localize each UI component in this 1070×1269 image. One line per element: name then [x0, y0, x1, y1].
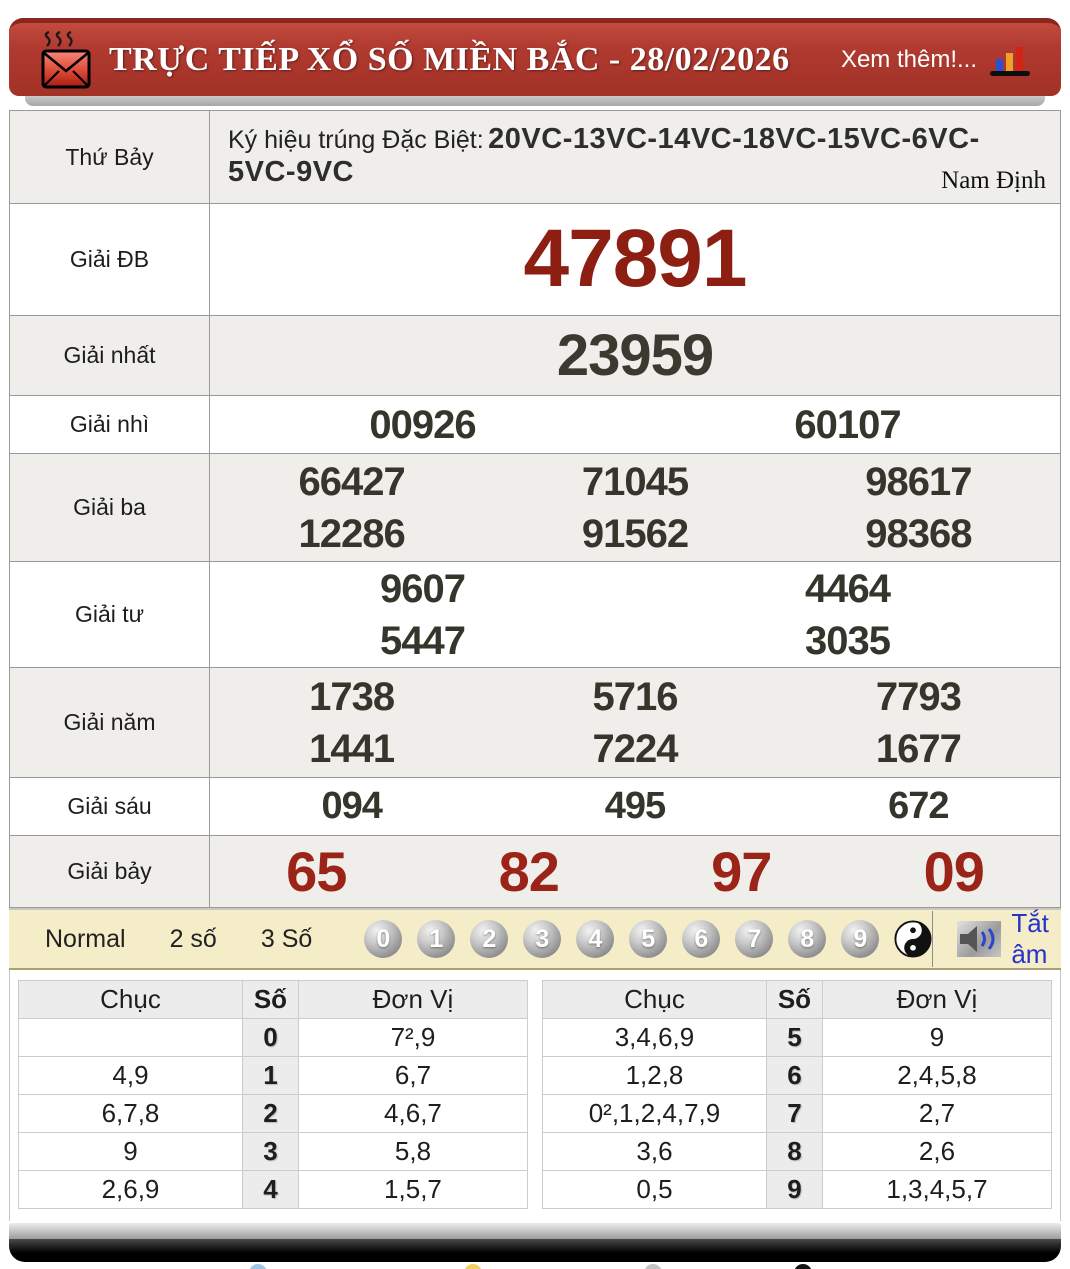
table-row: [10, 204, 1061, 316]
digit-cell: 3: [242, 1133, 298, 1171]
prize-number: 5716: [592, 674, 678, 719]
prize-number: 5447: [380, 618, 465, 663]
digit-summary-panel: [9, 970, 1061, 1221]
digit-cell: 4: [242, 1171, 298, 1209]
footer-black-bar: [9, 1239, 1061, 1262]
prize-number: 00926: [369, 402, 476, 447]
symbol-label: Ký hiệu trúng Đặc Biệt:: [228, 126, 484, 154]
blue-dot-icon: [249, 1264, 267, 1269]
ball-0-button[interactable]: 0: [364, 920, 402, 958]
table-row: [19, 1095, 528, 1133]
prize-number: 66427: [298, 459, 405, 504]
table-row: [10, 454, 1061, 562]
header: [9, 18, 1061, 96]
units-cell: 7²,9: [298, 1019, 527, 1057]
table-row: [543, 1057, 1052, 1095]
prize-number: 7793: [875, 674, 961, 719]
units-cell: 2,6: [822, 1133, 1051, 1171]
table-row: [10, 778, 1061, 836]
table-row: [543, 1133, 1052, 1171]
prize-number: 4464: [805, 566, 890, 611]
units-cell: 4,6,7: [298, 1095, 527, 1133]
prize-number: 1738: [309, 674, 395, 719]
tens-cell: 3,4,6,9: [543, 1019, 767, 1057]
prize-number: 094: [321, 785, 382, 827]
table-row: [543, 1019, 1052, 1057]
table-row: [19, 1133, 528, 1171]
units-cell: 1,3,4,5,7: [822, 1171, 1051, 1209]
page-title: TRỰC TIẾP XỔ SỐ MIỀN BẮC - 28/02/2026: [109, 40, 790, 78]
steam-icon: [43, 31, 77, 47]
symbol-value: 20VC-13VC-14VC-18VC-15VC-6VC-5VC-9VC: [228, 123, 980, 188]
ball-4-button[interactable]: 4: [576, 920, 614, 958]
digit-table-left: [18, 980, 528, 1209]
tens-cell: 3,6: [543, 1133, 767, 1171]
column-header-so: Số: [766, 981, 822, 1019]
tens-cell: 0²,1,2,4,7,9: [543, 1095, 767, 1133]
prize-label: Giải năm: [10, 668, 210, 778]
units-cell: 2,7: [822, 1095, 1051, 1133]
prize-number: 98368: [865, 511, 972, 556]
prize-number: 60107: [794, 402, 901, 447]
table-row: [543, 1095, 1052, 1133]
units-cell: 9: [822, 1019, 1051, 1057]
prize-number: 91562: [581, 511, 689, 556]
tens-cell: 6,7,8: [19, 1095, 243, 1133]
units-cell: 2,4,5,8: [822, 1057, 1051, 1095]
prize-label: Giải tư: [10, 562, 210, 668]
yin-yang-icon[interactable]: [894, 920, 932, 958]
prize-number: 82: [498, 840, 559, 903]
units-cell: 5,8: [298, 1133, 527, 1171]
mode-2so-button[interactable]: 2 số: [169, 924, 217, 953]
results-table: [9, 110, 1061, 908]
ball-5-button[interactable]: 5: [629, 920, 667, 958]
digit-cell: 9: [766, 1171, 822, 1209]
digit-cell: 2: [242, 1095, 298, 1133]
divider: [932, 911, 933, 967]
prize-number: 7224: [592, 726, 678, 771]
mode-3so-button[interactable]: 3 Số: [260, 924, 313, 953]
tens-cell: 9: [19, 1133, 243, 1171]
tens-cell: 1,2,8: [543, 1057, 767, 1095]
table-row: [19, 1171, 528, 1209]
toolbar: [9, 908, 1061, 970]
table-row: [19, 1019, 528, 1057]
units-cell: 1,5,7: [298, 1171, 527, 1209]
ball-buttons: [364, 920, 932, 958]
digit-cell: 8: [766, 1133, 822, 1171]
black-dot-icon: [794, 1264, 812, 1269]
table-header-row: [543, 981, 1052, 1019]
yellow-dot-icon: [464, 1264, 482, 1269]
lottery-page: [9, 18, 1061, 1269]
prize-label: Giải ĐB: [10, 204, 210, 316]
symbol-cell: [210, 111, 1061, 204]
column-header-donvi: Đơn Vị: [822, 981, 1051, 1019]
prize-number: 71045: [581, 459, 689, 504]
table-row: [10, 668, 1061, 778]
tens-cell: 2,6,9: [19, 1171, 243, 1209]
see-more-link[interactable]: Xem thêm!...: [840, 45, 977, 73]
prize-number: 495: [604, 785, 666, 827]
table-row: [10, 396, 1061, 454]
prize-label: Giải sáu: [10, 778, 210, 836]
prize-label: Giải ba: [10, 454, 210, 562]
gray-dot-icon: [644, 1264, 662, 1269]
day-label: Thứ Bảy: [10, 111, 210, 204]
table-row: [10, 836, 1061, 908]
prize-number: 98617: [865, 459, 972, 504]
mode-normal-button[interactable]: Normal: [45, 924, 126, 953]
column-header-so: Số: [242, 981, 298, 1019]
ball-7-button[interactable]: 7: [735, 920, 773, 958]
province-name: Nam Định: [941, 167, 1046, 194]
ball-6-button[interactable]: 6: [682, 920, 720, 958]
prize-number: 1441: [309, 726, 395, 771]
table-row: [543, 1171, 1052, 1209]
prize-number: 3035: [805, 618, 890, 663]
envelope-icon: [37, 31, 93, 89]
tens-cell: 0,5: [543, 1171, 767, 1209]
table-row: [19, 1057, 528, 1095]
prize-number: 1677: [875, 726, 961, 771]
digit-cell: 1: [242, 1057, 298, 1095]
table-row: [10, 111, 1061, 204]
prize-label: Giải bảy: [10, 836, 210, 908]
speaker-icon[interactable]: [957, 921, 1001, 957]
prize-number: 672: [888, 785, 949, 827]
bar-chart-icon[interactable]: [989, 44, 1031, 76]
tens-cell: 4,9: [19, 1057, 243, 1095]
ball-1-button[interactable]: 1: [417, 920, 455, 958]
tens-cell: [19, 1019, 243, 1057]
prize-number: 09: [923, 840, 984, 903]
prize-number: 12286: [298, 511, 405, 556]
table-header-row: [19, 981, 528, 1019]
digit-cell: 5: [766, 1019, 822, 1057]
prize-number: 9607: [380, 566, 465, 611]
digit-table-right: [542, 980, 1052, 1209]
ball-3-button[interactable]: 3: [523, 920, 561, 958]
column-header-chuc: Chục: [543, 981, 767, 1019]
digit-cell: 6: [766, 1057, 822, 1095]
digit-cell: 7: [766, 1095, 822, 1133]
bottom-icon-tips: [9, 1262, 1061, 1269]
special-prize-number: 47891: [523, 213, 747, 305]
prize-number: 97: [711, 840, 772, 903]
digit-cell: 0: [242, 1019, 298, 1057]
mute-button[interactable]: Tắt âm: [1011, 908, 1049, 969]
table-row: [10, 316, 1061, 396]
units-cell: 6,7: [298, 1057, 527, 1095]
ball-9-button[interactable]: 9: [841, 920, 879, 958]
prize-label: Giải nhì: [10, 396, 210, 454]
prize-number: 23959: [556, 323, 714, 388]
prize-label: Giải nhất: [10, 316, 210, 396]
footer-silver-bar: [9, 1223, 1061, 1239]
prize-number: 65: [286, 840, 347, 903]
ball-8-button[interactable]: 8: [788, 920, 826, 958]
column-header-donvi: Đơn Vị: [298, 981, 527, 1019]
ball-2-button[interactable]: 2: [470, 920, 508, 958]
column-header-chuc: Chục: [19, 981, 243, 1019]
table-row: [10, 562, 1061, 668]
